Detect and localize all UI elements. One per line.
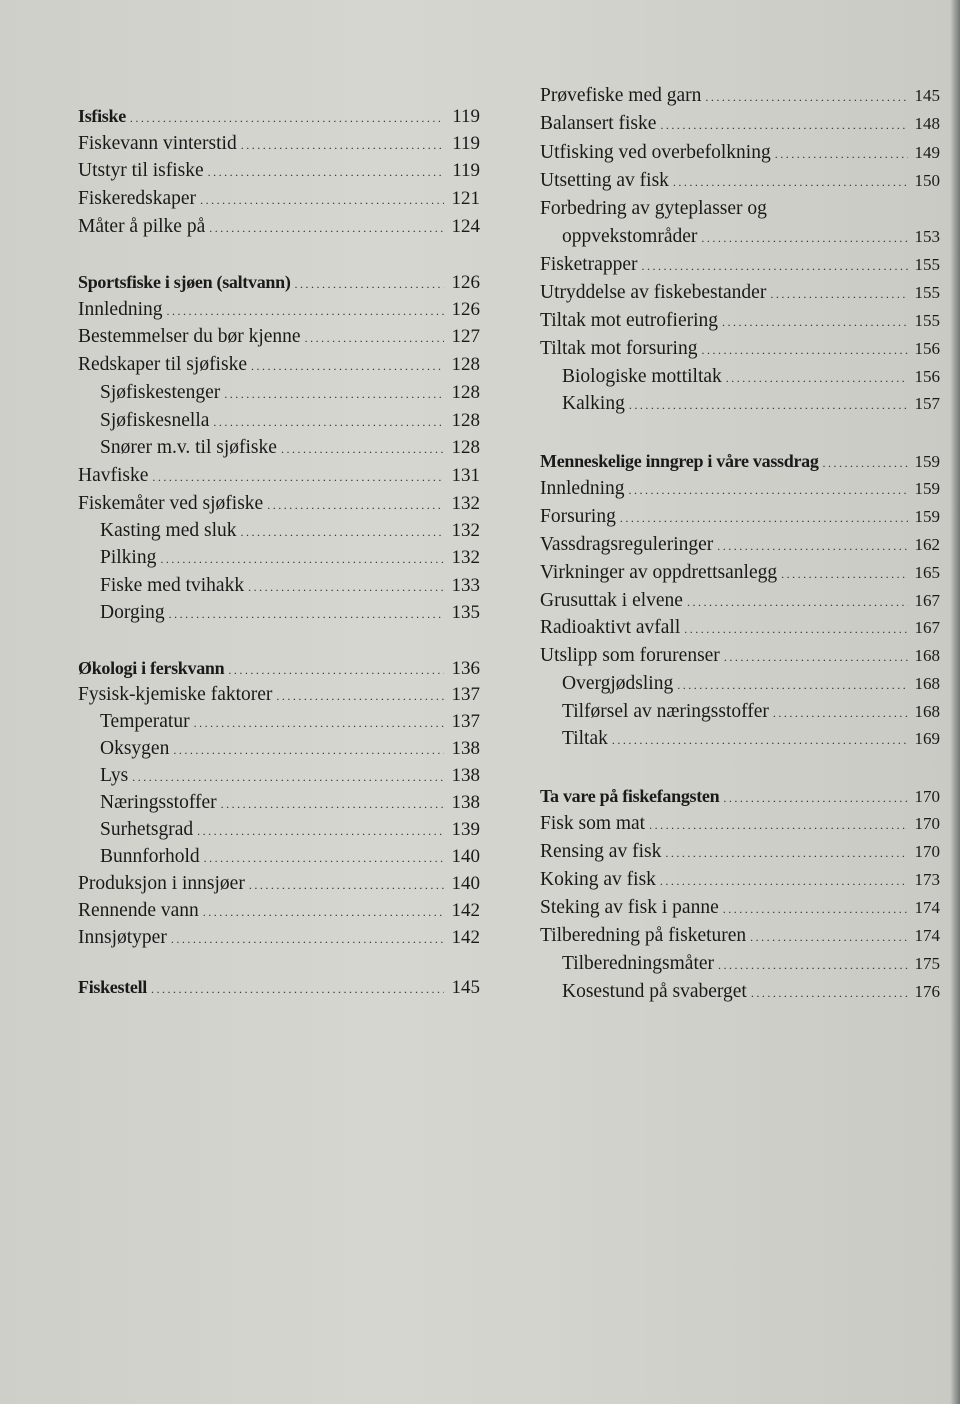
toc-entry-title: Rensing av fisk bbox=[540, 841, 662, 862]
toc-page-number: 133 bbox=[451, 575, 480, 596]
dot-leader bbox=[823, 451, 908, 475]
toc-entry bbox=[540, 253, 940, 277]
dot-leader bbox=[641, 254, 908, 278]
toc-entry bbox=[78, 574, 480, 598]
dot-leader bbox=[276, 684, 444, 708]
toc-page-number: 140 bbox=[451, 846, 480, 867]
toc-entry-title: Fisketrapper bbox=[540, 254, 638, 275]
dot-leader bbox=[775, 142, 908, 166]
dot-leader bbox=[770, 282, 908, 306]
toc-entry-title: Temperatur bbox=[100, 711, 190, 732]
dot-leader bbox=[687, 590, 908, 614]
dot-leader bbox=[673, 170, 908, 194]
toc-entry-title: Bunnforhold bbox=[100, 846, 200, 867]
toc-entry-title: Tiltak bbox=[562, 728, 608, 749]
toc-entry-title: Koking av fisk bbox=[540, 869, 656, 890]
toc-entry bbox=[540, 309, 940, 333]
toc-entry bbox=[540, 868, 940, 892]
toc-entry bbox=[78, 464, 480, 488]
toc-page-number: 138 bbox=[451, 792, 480, 813]
toc-page-number: 159 bbox=[914, 479, 940, 498]
toc-entry-title: Fysisk-kjemiske faktorer bbox=[78, 684, 273, 705]
toc-entry bbox=[78, 737, 480, 761]
toc-page-number: 142 bbox=[451, 900, 480, 921]
toc-page-number: 145 bbox=[914, 86, 940, 105]
dot-leader bbox=[750, 925, 908, 949]
dot-leader bbox=[267, 493, 444, 517]
dot-leader bbox=[213, 410, 444, 434]
toc-entry-title: Redskaper til sjøfiske bbox=[78, 354, 247, 375]
dot-leader bbox=[241, 133, 444, 157]
toc-entry bbox=[78, 409, 480, 433]
dot-leader bbox=[726, 366, 908, 390]
toc-page-number: 128 bbox=[451, 410, 480, 431]
toc-entry bbox=[540, 700, 940, 724]
toc-entry bbox=[78, 818, 480, 842]
toc-entry-title: Bestemmelser du bør kjenne bbox=[78, 326, 301, 347]
dot-leader bbox=[160, 547, 444, 571]
toc-entry bbox=[78, 519, 480, 543]
toc-entry-title: Grusuttak i elvene bbox=[540, 590, 683, 611]
dot-leader bbox=[305, 326, 444, 350]
toc-entry-title: Produksjon i innsjøer bbox=[78, 873, 245, 894]
toc-entry-title: Snører m.v. til sjøfiske bbox=[100, 437, 277, 458]
toc-page-number: 132 bbox=[451, 493, 480, 514]
toc-entry bbox=[78, 381, 480, 405]
toc-page-number: 131 bbox=[451, 465, 480, 486]
dot-leader bbox=[649, 813, 908, 837]
dot-leader bbox=[152, 465, 444, 489]
toc-entry-title: Menneskelige inngrep i våre vassdrag bbox=[540, 451, 819, 471]
toc-page-number: 156 bbox=[914, 339, 940, 358]
toc-entry bbox=[540, 392, 940, 416]
dot-leader bbox=[724, 645, 908, 669]
dot-leader bbox=[701, 226, 908, 250]
toc-section-heading bbox=[78, 975, 480, 999]
toc-entry-title: Forbedring av gyteplasser og bbox=[540, 198, 767, 219]
toc-entry bbox=[78, 187, 480, 211]
toc-page-number: 168 bbox=[914, 674, 940, 693]
toc-entry bbox=[540, 896, 940, 920]
dot-leader bbox=[251, 354, 444, 378]
toc-entry bbox=[78, 492, 480, 516]
toc-entry-title: Måter å pilke på bbox=[78, 216, 206, 237]
toc-entry bbox=[540, 505, 940, 529]
toc-page-number: 159 bbox=[914, 507, 940, 526]
toc-entry-title: Vassdragsreguleringer bbox=[540, 534, 714, 555]
toc-entry-title: Pilking bbox=[100, 547, 157, 568]
toc-entry-title: Fiske med tvihakk bbox=[100, 575, 245, 596]
toc-section-heading bbox=[78, 104, 480, 128]
toc-page-number: 156 bbox=[914, 367, 940, 386]
dot-leader bbox=[194, 711, 444, 735]
toc-section-heading bbox=[540, 784, 940, 808]
toc-page-number: 135 bbox=[451, 602, 480, 623]
toc-entry-title: Fiskemåter ved sjøfiske bbox=[78, 493, 264, 514]
dot-leader bbox=[221, 792, 444, 816]
toc-entry bbox=[540, 365, 940, 389]
toc-entry bbox=[78, 683, 480, 707]
toc-page-number: 170 bbox=[914, 787, 940, 806]
toc-entry bbox=[540, 169, 940, 193]
toc-entry-title: Tiltak mot forsuring bbox=[540, 338, 698, 359]
toc-entry bbox=[78, 353, 480, 377]
toc-entry bbox=[540, 84, 940, 108]
toc-entry-title: Rennende vann bbox=[78, 900, 199, 921]
toc-page-number: 126 bbox=[451, 272, 480, 293]
toc-entry-title: Sjøfiskesnella bbox=[100, 410, 210, 431]
toc-entry bbox=[540, 980, 940, 1004]
dot-leader bbox=[173, 738, 444, 762]
dot-leader bbox=[718, 953, 908, 977]
toc-page-number: 162 bbox=[914, 535, 940, 554]
toc-entry-title: Lys bbox=[100, 765, 129, 786]
toc-page-number: 168 bbox=[914, 702, 940, 721]
dot-leader bbox=[209, 216, 444, 240]
toc-page-number: 126 bbox=[451, 299, 480, 320]
dot-leader bbox=[224, 382, 444, 406]
dot-leader bbox=[717, 534, 908, 558]
toc-page-number: 132 bbox=[451, 547, 480, 568]
toc-entry-title: Fiskevann vinterstid bbox=[78, 133, 237, 154]
toc-entry bbox=[78, 791, 480, 815]
toc-page-number: 119 bbox=[452, 106, 480, 127]
dot-leader bbox=[629, 393, 908, 417]
dot-leader bbox=[169, 602, 444, 626]
toc-entry bbox=[540, 112, 940, 136]
toc-entry bbox=[78, 710, 480, 734]
toc-entry bbox=[78, 325, 480, 349]
toc-page-number: 128 bbox=[451, 382, 480, 403]
dot-leader bbox=[132, 765, 444, 789]
toc-page-number: 153 bbox=[914, 227, 940, 246]
toc-entry bbox=[540, 337, 940, 361]
toc-page-number: 155 bbox=[914, 255, 940, 274]
dot-leader bbox=[723, 897, 908, 921]
toc-page-number: 145 bbox=[451, 977, 480, 998]
toc-entry-title: Radioaktivt avfall bbox=[540, 617, 681, 638]
toc-entry-title: Økologi i ferskvann bbox=[78, 658, 225, 678]
toc-entry-title: Tiltak mot eutrofiering bbox=[540, 310, 719, 331]
toc-entry-title: Ta vare på fiskefangsten bbox=[540, 786, 720, 806]
toc-entry-title: Utryddelse av fiskebestander bbox=[540, 282, 767, 303]
dot-leader bbox=[612, 728, 908, 752]
dot-leader bbox=[684, 617, 908, 641]
toc-entry bbox=[540, 840, 940, 864]
toc-entry bbox=[78, 298, 480, 322]
toc-entry bbox=[78, 601, 480, 625]
toc-entry bbox=[78, 215, 480, 239]
toc-entry-title: Tilberedningsmåter bbox=[562, 953, 715, 974]
toc-entry bbox=[540, 141, 940, 165]
dot-leader bbox=[773, 701, 908, 725]
toc-page-number: 124 bbox=[451, 216, 480, 237]
dot-leader bbox=[722, 310, 908, 334]
toc-page-number: 132 bbox=[451, 520, 480, 541]
toc-page-number: 137 bbox=[451, 711, 480, 732]
toc-page-number: 159 bbox=[914, 452, 940, 471]
toc-entry bbox=[540, 812, 940, 836]
dot-leader bbox=[228, 658, 444, 682]
toc-page-number: 127 bbox=[451, 326, 480, 347]
toc-entry-title: Tilberedning på fisketuren bbox=[540, 925, 747, 946]
toc-entry-title: Isfiske bbox=[78, 106, 126, 126]
toc-entry-title: Virkninger av oppdrettsanlegg bbox=[540, 562, 778, 583]
toc-page-number: 155 bbox=[914, 283, 940, 302]
toc-entry bbox=[540, 727, 940, 751]
toc-entry-title: Utslipp som forurenser bbox=[540, 645, 720, 666]
toc-entry-title: Overgjødsling bbox=[562, 673, 674, 694]
dot-leader bbox=[701, 338, 908, 362]
toc-entry-title: Innsjøtyper bbox=[78, 927, 167, 948]
toc-page-number: 119 bbox=[452, 133, 480, 154]
toc-entry-title: Steking av fisk i panne bbox=[540, 897, 719, 918]
toc-entry-first-line bbox=[540, 197, 940, 221]
toc-entry-title: Innledning bbox=[540, 478, 625, 499]
dot-leader bbox=[677, 673, 908, 697]
toc-page-number: 169 bbox=[914, 729, 940, 748]
toc-entry-title: Sportsfiske i sjøen (saltvann) bbox=[78, 272, 291, 292]
toc-page-number: 119 bbox=[452, 160, 480, 181]
dot-leader bbox=[281, 437, 444, 461]
toc-entry bbox=[78, 436, 480, 460]
dot-leader bbox=[628, 478, 908, 502]
toc-entry-title: Utsetting av fisk bbox=[540, 170, 669, 191]
toc-entry-title: Surhetsgrad bbox=[100, 819, 194, 840]
dot-leader bbox=[171, 927, 444, 951]
dot-leader bbox=[248, 575, 444, 599]
toc-page-number: 176 bbox=[914, 982, 940, 1001]
dot-leader bbox=[751, 981, 908, 1005]
toc-entry-title: Tilførsel av næringsstoffer bbox=[562, 701, 769, 722]
toc-entry bbox=[78, 872, 480, 896]
dot-leader bbox=[295, 272, 444, 296]
toc-page-number: 170 bbox=[914, 814, 940, 833]
toc-page-number: 139 bbox=[451, 819, 480, 840]
dot-leader bbox=[204, 846, 444, 870]
toc-page-number: 121 bbox=[451, 188, 480, 209]
toc-entry bbox=[540, 644, 940, 668]
toc-entry bbox=[78, 546, 480, 570]
toc-page-number: 149 bbox=[914, 143, 940, 162]
toc-entry bbox=[78, 159, 480, 183]
toc-entry bbox=[540, 589, 940, 613]
toc-section-heading bbox=[540, 449, 940, 473]
dot-leader bbox=[620, 506, 908, 530]
dot-leader bbox=[197, 819, 444, 843]
toc-entry-continuation: oppvekstområder bbox=[562, 226, 698, 247]
toc-entry-title: Fiskeredskaper bbox=[78, 188, 197, 209]
toc-page-number: 148 bbox=[914, 114, 940, 133]
toc-entry bbox=[540, 533, 940, 557]
dot-leader bbox=[241, 520, 445, 544]
toc-page-number: 155 bbox=[914, 311, 940, 330]
toc-entry bbox=[540, 672, 940, 696]
toc-page-number: 138 bbox=[451, 765, 480, 786]
toc-entry-title: Fiskestell bbox=[78, 977, 147, 997]
dot-leader bbox=[660, 113, 908, 137]
dot-leader bbox=[781, 562, 908, 586]
toc-entry-title: Havfiske bbox=[78, 465, 149, 486]
toc-page-number: 168 bbox=[914, 646, 940, 665]
toc-entry-title: Innledning bbox=[78, 299, 163, 320]
toc-page-number: 174 bbox=[914, 898, 940, 917]
toc-entry bbox=[78, 926, 480, 950]
toc-page-number: 137 bbox=[451, 684, 480, 705]
toc-entry-title: Utfisking ved overbefolkning bbox=[540, 142, 771, 163]
toc-page-number: 174 bbox=[914, 926, 940, 945]
toc-page-number: 150 bbox=[914, 171, 940, 190]
toc-entry-title: Kalking bbox=[562, 393, 625, 414]
dot-leader bbox=[665, 841, 908, 865]
toc-entry-title: Balansert fiske bbox=[540, 113, 657, 134]
toc-entry-title: Oksygen bbox=[100, 738, 170, 759]
toc-entry bbox=[540, 924, 940, 948]
toc-page-number: 157 bbox=[914, 394, 940, 413]
toc-entry bbox=[78, 845, 480, 869]
toc-entry bbox=[540, 561, 940, 585]
toc-page-number: 165 bbox=[914, 563, 940, 582]
toc-entry-title: Næringsstoffer bbox=[100, 792, 217, 813]
dot-leader bbox=[200, 188, 444, 212]
toc-entry-title: Fisk som mat bbox=[540, 813, 646, 834]
toc-page-number: 167 bbox=[914, 618, 940, 637]
dot-leader bbox=[705, 85, 908, 109]
toc-page-number: 128 bbox=[451, 437, 480, 458]
toc-entry-title: Forsuring bbox=[540, 506, 616, 527]
toc-section-heading bbox=[78, 656, 480, 680]
toc-entry bbox=[540, 281, 940, 305]
toc-page-number: 128 bbox=[451, 354, 480, 375]
toc-page-number: 136 bbox=[451, 658, 480, 679]
toc-entry-title: Biologiske mottiltak bbox=[562, 366, 722, 387]
toc-entry bbox=[540, 477, 940, 501]
toc-entry bbox=[540, 225, 940, 249]
toc-page-number: 138 bbox=[451, 738, 480, 759]
toc-entry bbox=[540, 952, 940, 976]
toc-page-number: 170 bbox=[914, 842, 940, 861]
toc-entry bbox=[78, 132, 480, 156]
toc-page-number: 142 bbox=[451, 927, 480, 948]
dot-leader bbox=[660, 869, 908, 893]
toc-entry bbox=[78, 899, 480, 923]
toc-section-heading bbox=[78, 270, 480, 294]
dot-leader bbox=[249, 873, 444, 897]
toc-entry bbox=[540, 616, 940, 640]
toc-entry-title: Sjøfiskestenger bbox=[100, 382, 221, 403]
toc-entry bbox=[78, 764, 480, 788]
dot-leader bbox=[203, 900, 444, 924]
dot-leader bbox=[166, 299, 444, 323]
toc-entry-title: Utstyr til isfiske bbox=[78, 160, 204, 181]
toc-entry-title: Prøvefiske med garn bbox=[540, 85, 702, 106]
toc-page-number: 167 bbox=[914, 591, 940, 610]
toc-page-number: 173 bbox=[914, 870, 940, 889]
toc-page-number: 140 bbox=[451, 873, 480, 894]
dot-leader bbox=[208, 160, 444, 184]
dot-leader bbox=[723, 786, 908, 810]
toc-entry-title: Dorging bbox=[100, 602, 165, 623]
dot-leader bbox=[130, 106, 444, 130]
toc-page-number: 175 bbox=[914, 954, 940, 973]
toc-entry-title: Kasting med sluk bbox=[100, 520, 237, 541]
toc-entry-title: Kosestund på svaberget bbox=[562, 981, 747, 1002]
dot-leader bbox=[151, 977, 444, 1001]
